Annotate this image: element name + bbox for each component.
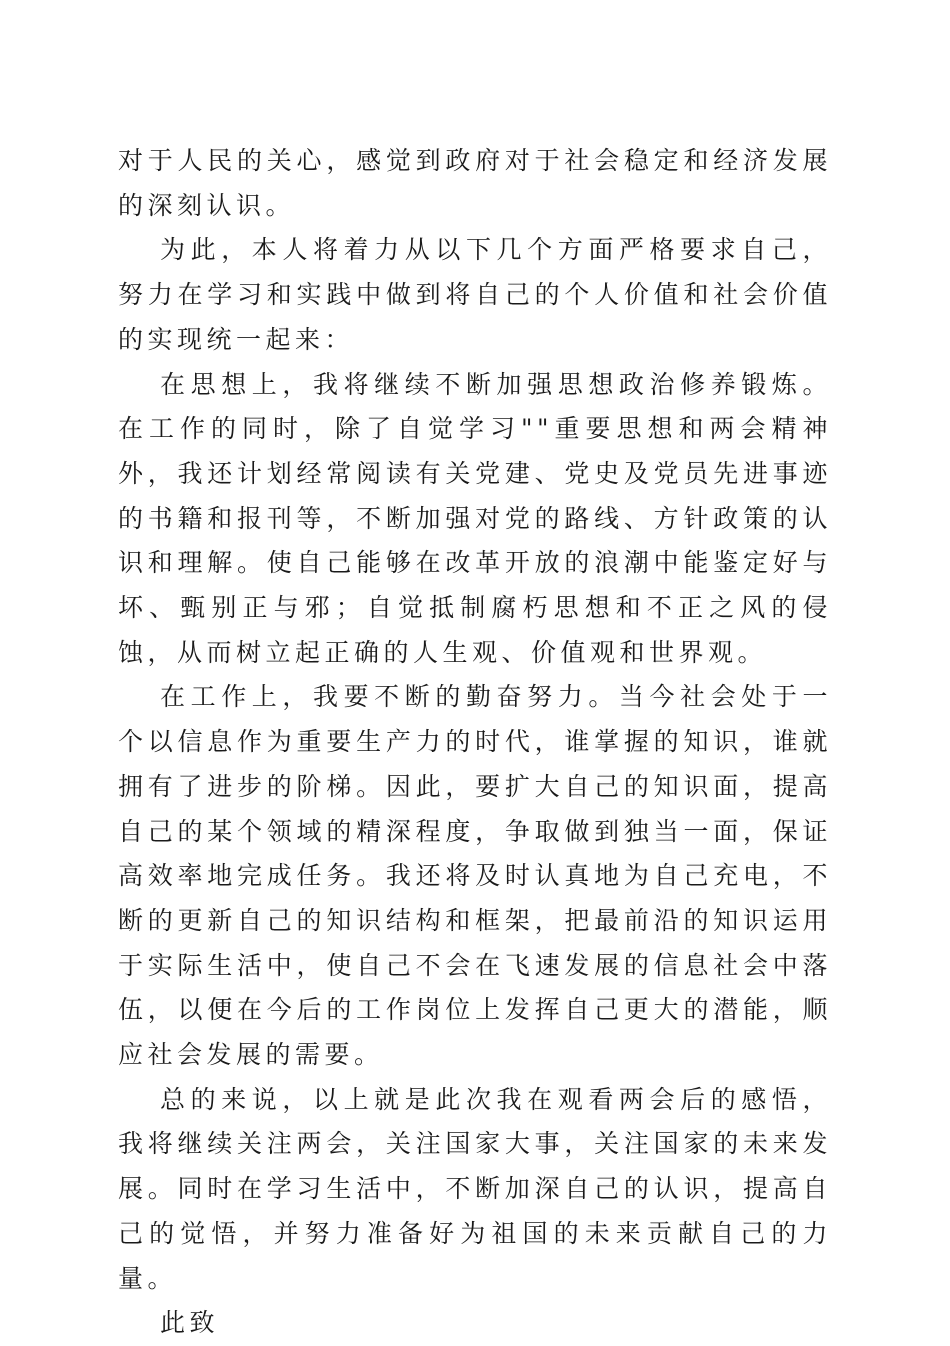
closing-salutation: 此致 xyxy=(160,1308,220,1338)
paragraph-intro: 为此，本人将着力从以下几个方面严格要求自己，努力在学习和实践中做到将自己的个人价值和社会价值的实现统一起来： xyxy=(118,235,832,354)
paragraph-continuation: 对于人民的关心，感觉到政府对于社会稳定和经济发展的深刻认识。 xyxy=(118,146,832,220)
paragraph-ideology: 在思想上，我将继续不断加强思想政治修养锻炼。在工作的同时，除了自觉学习""重要思想和两会精神外，我还计划经常阅读有关党建、党史及党员先进事迹的书籍和报刊等，不断加强对党的路线、方针政策的认识和理解。使自己能够在改革开放的浪潮中能鉴定好与坏、甄别正与邪；自觉抵制腐朽思想和不正之风的侵蚀，从而树立起正确的人生观、价值观和世界观。 xyxy=(118,369,832,667)
document-body xyxy=(118,139,832,1346)
paragraph-summary: 总的来说，以上就是此次我在观看两会后的感悟，我将继续关注两会，关注国家大事，关注国家的未来发展。同时在学习生活中，不断加深自己的认识，提高自己的觉悟，并努力准备好为祖国的未来贡献自己的力量。 xyxy=(118,1084,832,1293)
paragraph-work: 在工作上，我要不断的勤奋努力。当今社会处于一个以信息作为重要生产力的时代，谁掌握的知识，谁就拥有了进步的阶梯。因此，要扩大自己的知识面，提高自己的某个领域的精深程度，争取做到独当一面，保证高效率地完成任务。我还将及时认真地为自己充电，不断的更新自己的知识结构和框架，把最前沿的知识运用于实际生活中，使自己不会在飞速发展的信息社会中落伍，以便在今后的工作岗位上发挥自己更大的潜能，顺应社会发展的需要。 xyxy=(118,682,832,1070)
